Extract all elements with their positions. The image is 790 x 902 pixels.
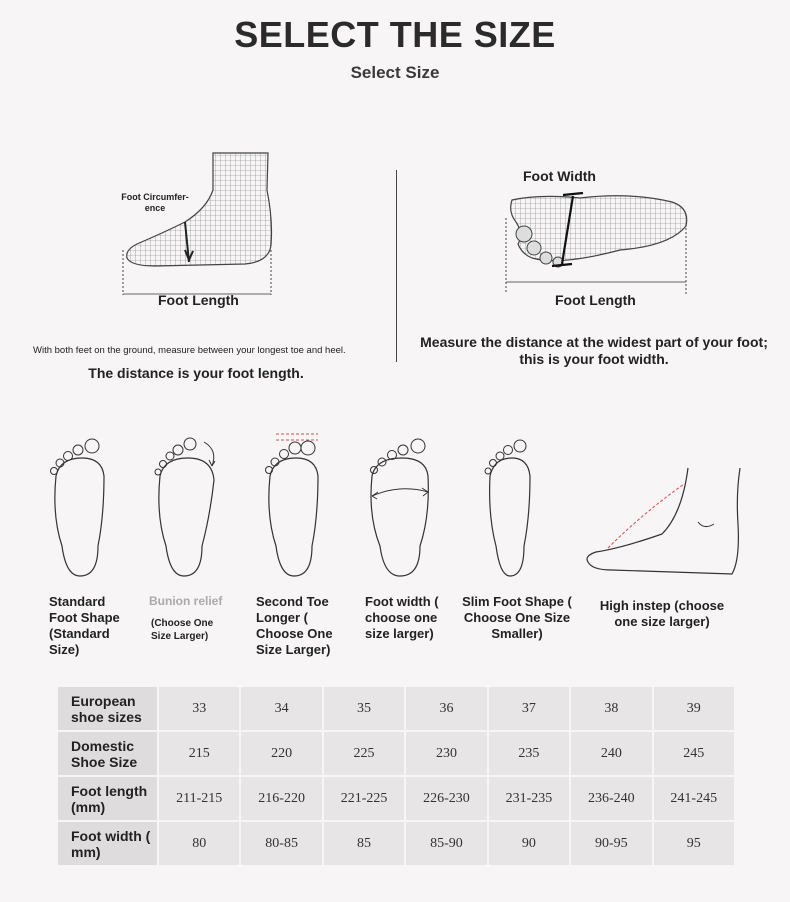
high-instep-foot-icon — [582, 464, 742, 580]
shape-sub-bunion: (Choose One Size Larger) — [151, 618, 214, 642]
foot-length-note-bold: The distance is your foot length. — [88, 365, 304, 381]
table-row — [57, 821, 735, 866]
table-cell: 231-235 — [488, 776, 570, 821]
table-cell: 80 — [158, 821, 240, 866]
table-cell: 221-225 — [323, 776, 405, 821]
foot-width-label: Foot Width — [523, 168, 596, 184]
table-cell: 90 — [488, 821, 570, 866]
table-cell: 90-95 — [570, 821, 652, 866]
table-cell: 38 — [570, 686, 652, 731]
table-cell: 85-90 — [405, 821, 487, 866]
table-cell: 215 — [158, 731, 240, 776]
table-row — [57, 731, 735, 776]
table-cell: 241-245 — [653, 776, 735, 821]
table-cell: 36 — [405, 686, 487, 731]
shape-label-bunion: Bunion relief — [149, 594, 223, 608]
table-cell: 33 — [158, 686, 240, 731]
standard-foot-icon — [46, 436, 112, 580]
table-cell: 220 — [240, 731, 322, 776]
wide-foot-icon — [366, 436, 436, 580]
foot-side-mesh-icon — [115, 150, 280, 300]
table-row — [57, 686, 735, 731]
table-cell: 236-240 — [570, 776, 652, 821]
row-header: Foot width ( mm) — [57, 821, 158, 866]
foot-length-label-right: Foot Length — [555, 292, 636, 308]
table-row — [57, 776, 735, 821]
table-cell: 235 — [488, 731, 570, 776]
table-cell: 216-220 — [240, 776, 322, 821]
page-subtitle: Select Size — [350, 63, 440, 82]
slim-foot-icon — [480, 436, 536, 580]
table-cell: 230 — [405, 731, 487, 776]
row-header: European shoe sizes — [57, 686, 158, 731]
shape-label-high-instep: High instep (choose one size larger) — [599, 598, 725, 629]
second-toe-foot-icon — [262, 430, 328, 580]
shape-label-slim: Slim Foot Shape ( Choose One Size Smaller) — [462, 594, 572, 641]
table-cell: 35 — [323, 686, 405, 731]
table-cell: 245 — [653, 731, 735, 776]
foot-length-label-left: Foot Length — [158, 292, 239, 308]
table-cell: 95 — [653, 821, 735, 866]
section-divider — [396, 170, 397, 362]
foot-circumference-label: Foot Circumfer- ence — [121, 192, 189, 213]
row-header: Domestic Shoe Size — [57, 731, 158, 776]
table-cell: 226-230 — [405, 776, 487, 821]
foot-width-note: Measure the distance at the widest part of your foot; this is your foot width. — [420, 334, 768, 367]
bunion-foot-icon — [152, 436, 220, 580]
page-title: SELECT THE SIZE — [234, 14, 556, 55]
table-cell: 37 — [488, 686, 570, 731]
table-cell: 39 — [653, 686, 735, 731]
table-cell: 34 — [240, 686, 322, 731]
foot-top-mesh-icon — [500, 188, 695, 300]
shape-label-second-toe: Second Toe Longer ( Choose One Size Larger) — [256, 594, 333, 657]
foot-length-note: With both feet on the ground, measure between your longest toe and heel. — [33, 345, 346, 356]
table-cell: 211-215 — [158, 776, 240, 821]
shape-label-standard: Standard Foot Shape (Standard Size) — [49, 594, 120, 657]
row-header: Foot length (mm) — [57, 776, 158, 821]
table-cell: 225 — [323, 731, 405, 776]
shape-label-wide: Foot width ( choose one size larger) — [365, 594, 439, 641]
table-cell: 85 — [323, 821, 405, 866]
table-cell: 240 — [570, 731, 652, 776]
size-chart-table — [56, 685, 736, 867]
table-cell: 80-85 — [240, 821, 322, 866]
